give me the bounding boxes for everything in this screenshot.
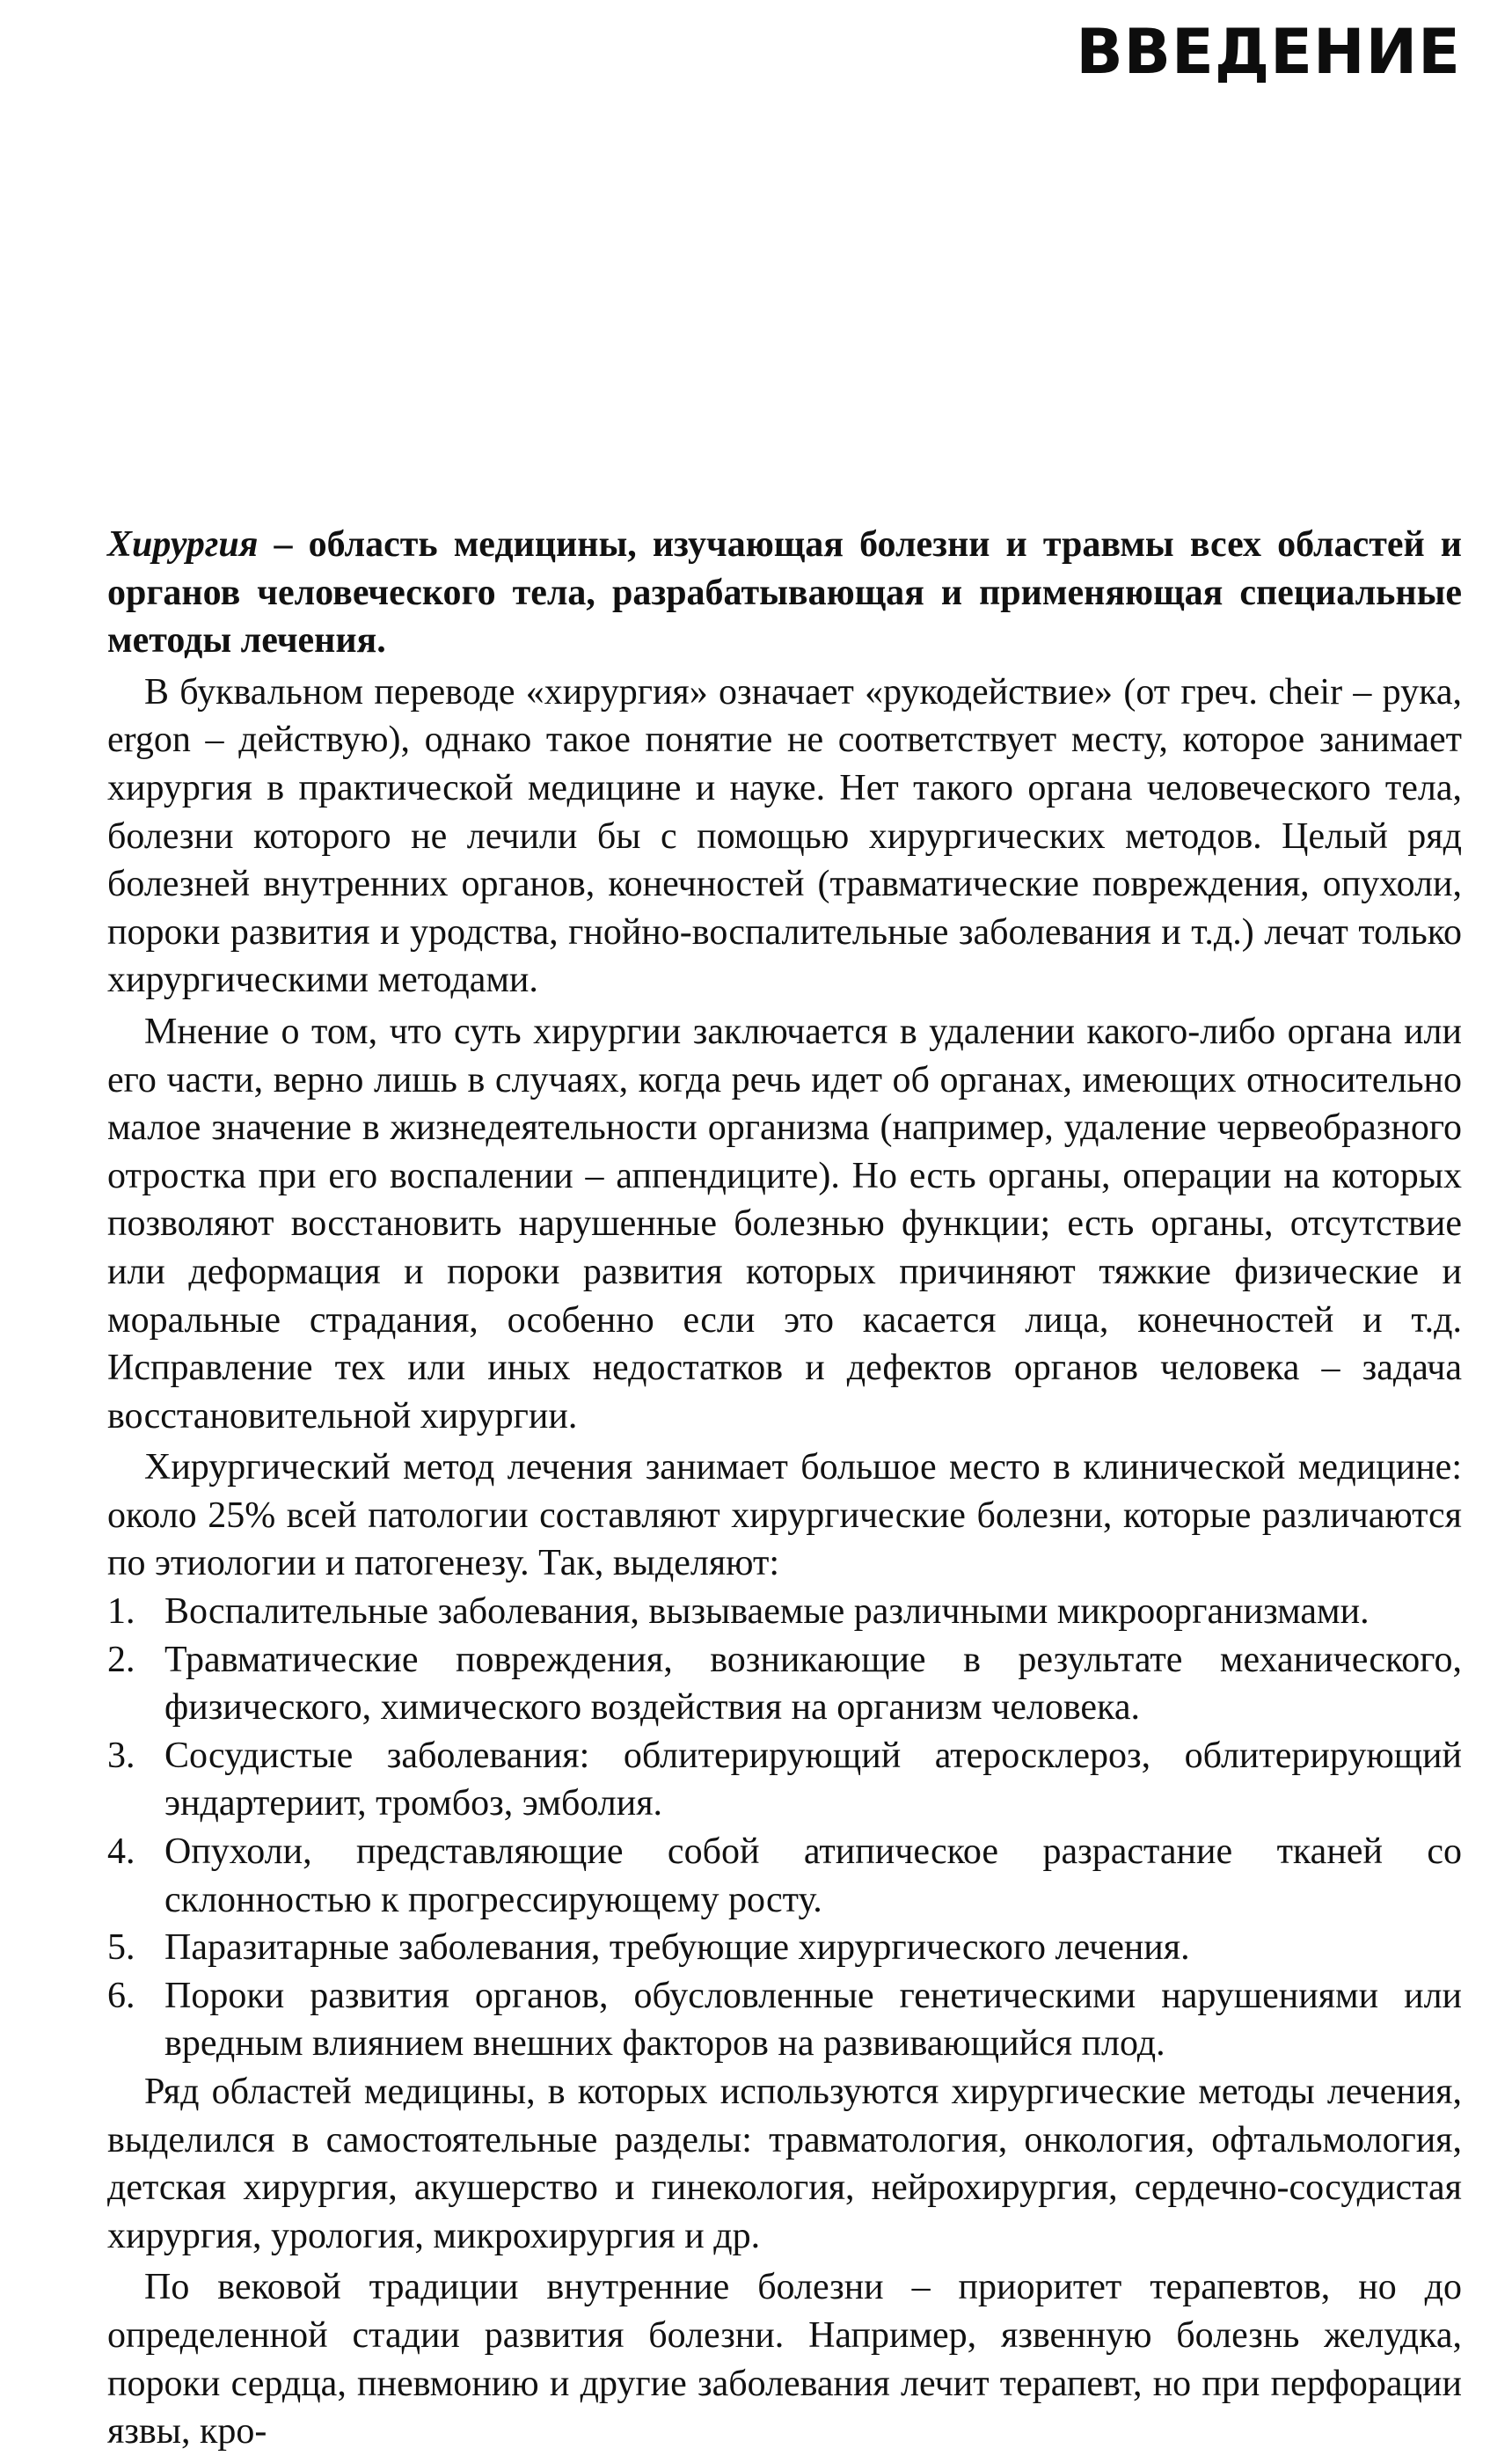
disease-list (107, 1588, 1462, 2068)
list-item (107, 1828, 1462, 1924)
list-item-text: Паразитарные заболевания, требующие хирургического лечения. (164, 1927, 1190, 1969)
paragraph-method: Хирургический метод лечения занимает большое место в клинической медицине: около 25% всей патологии составляют хирургические болезни, которые различаются по этиологии и патогенезу. Так, выделяют: (107, 1447, 1462, 1584)
paragraph-essence: Мнение о том, что суть хирургии заключается в удалении какого-либо органа или его части, верно лишь в случаях, когда речь идет об органах, имеющих относительно малое значение в жизнедеятельности организма (например, удаление червеобразного отростка при его воспалении – аппендиците). Но есть органы, операции на которых позволяют восстановить нарушенные болезнью функции; есть органы, отсутствие или деформация и пороки развития которых причиняют тяжкие физические и моральные страдания, особенно если это касается лица, конечностей и т.д. Исправление тех или иных недостатков и дефектов органов человека – задача восстановительной хирургии. (107, 1011, 1462, 1436)
list-item-text: Травматические повреждения, возникающие в результате механического, физического, химического воздействия на организм человека. (164, 1639, 1462, 1729)
list-item-text: Сосудистые заболевания: облитерирующий атеросклероз, облитерирующий эндартериит, тромбоз, эмболия. (164, 1735, 1462, 1824)
definition-paragraph (107, 521, 1462, 665)
chapter-title: ВВЕДЕНИЕ (1076, 16, 1461, 88)
definition-text: – область медицины, изучающая болезни и травмы всех областей и органов человеческого тела, разрабатывающая и применяющая специальные методы лечения. (107, 524, 1462, 662)
list-item-text: Опухоли, представляющие собой атипическое разрастание тканей со склонностью к прогрессирующему росту. (164, 1831, 1462, 1920)
paragraph-literal-meaning: В буквальном переводе «хирургия» означает «рукодействие» (от греч. cheir – рука, ergon – действую), однако такое понятие не соответствует месту, которое занимает хирургия в практической медицине и науке. Нет такого органа человеческого тела, болезни которого не лечили бы с помощью хирургических методов. Целый ряд болезней внутренних органов, конечностей (травматические повреждения, опухоли, пороки развития и уродства, гнойно-воспалительные заболевания и т.д.) лечат только хирургическими методами. (107, 671, 1462, 1001)
list-item (107, 1924, 1462, 1972)
list-item-number: 5. (107, 1927, 135, 1969)
list-item-number: 6. (107, 1975, 135, 2016)
list-item-number: 1. (107, 1591, 135, 1633)
list-item-text: Воспалительные заболевания, вызываемые различными микроорганизмами. (164, 1591, 1370, 1633)
list-item (107, 1972, 1462, 2068)
definition-term: Хирургия (107, 524, 259, 565)
list-item-number: 2. (107, 1639, 135, 1680)
list-item-number: 4. (107, 1831, 135, 1873)
list-item (107, 1588, 1462, 1636)
list-item-number: 3. (107, 1735, 135, 1776)
body-text (107, 521, 1462, 2456)
paragraph-specialties: Ряд областей медицины, в которых используются хирургические методы лечения, выделился в самостоятельные разделы: травматология, онкология, офтальмология, детская хирургия, акушерство и гинекология, нейрохирургия, сердечно-сосудистая хирургия, урология, микрохирургия и др. (107, 2072, 1462, 2256)
list-item (107, 1636, 1462, 1732)
paragraph-tradition: По вековой традиции внутренние болезни – приоритет терапевтов, но до определенной стадии развития болезни. Например, язвенную болезнь желудка, пороки сердца, пневмонию и другие заболевания лечит терапевт, но при перфорации язвы, кро- (107, 2267, 1462, 2452)
list-item (107, 1732, 1462, 1828)
list-item-text: Пороки развития органов, обусловленные генетическими нарушениями или вредным влиянием внешних факторов на развивающийся плод. (164, 1975, 1462, 2065)
